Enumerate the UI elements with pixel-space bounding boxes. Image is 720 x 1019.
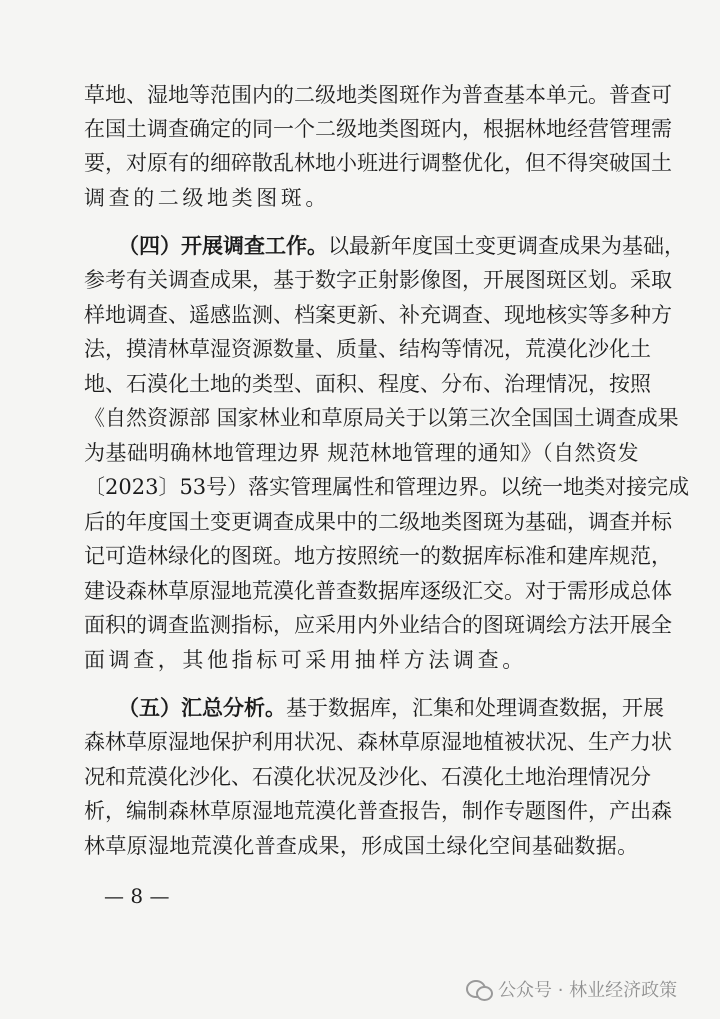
paragraph-line	[84, 262, 672, 298]
paragraph-line	[84, 828, 644, 864]
line-text: 森林草原湿地保护利用状况、森林草原湿地植被状况、生产力状	[84, 730, 672, 754]
paragraph-line	[84, 504, 672, 540]
paragraph-line	[84, 366, 651, 402]
paragraph-line	[84, 111, 672, 147]
line-text: 调查的二级地类图斑。	[84, 186, 330, 210]
paragraph-line	[84, 180, 644, 216]
line-text: 草地、湿地等范围内的二级地类图斑作为普查基本单元。普查可	[84, 83, 672, 107]
paragraph-line	[118, 690, 664, 726]
line-text: 后的年度国土变更调查成果中的二级地类图斑为基础，调查并标	[84, 510, 672, 534]
line-text: 《自然资源部 国家林业和草原局关于以第三次全国国土调查成果	[84, 406, 679, 430]
section-heading: （五）汇总分析。	[118, 695, 286, 720]
page-number: — 8 —	[104, 884, 170, 908]
paragraph-line	[84, 400, 679, 436]
line-text: 〔2023〕53号）落实管理属性和管理边界。以统一地类对接完成	[84, 475, 690, 499]
line-text: 况和荒漠化沙化、石漠化状况及沙化、石漠化土地治理情况分	[84, 765, 651, 789]
line-text: 要，对原有的细碎散乱林地小班进行调整优化，但不得突破国土	[84, 151, 672, 175]
paragraph-line	[84, 759, 651, 795]
paragraph-line	[84, 538, 672, 574]
paragraph-line	[84, 331, 651, 367]
line-text: 析，编制森林草原湿地荒漠化普查报告，制作专题图件，产出森	[84, 799, 672, 823]
paragraph-line	[84, 793, 672, 829]
line-text: 基于数据库，汇集和处理调查数据，开展	[286, 696, 664, 720]
line-text: 以最新年度国土变更调查成果为基础，	[328, 234, 685, 258]
watermark-text: 公众号 · 林业经济政策	[498, 980, 678, 1001]
paragraph-line	[84, 469, 690, 505]
paragraph-line	[84, 145, 672, 181]
line-text: 地、石漠化土地的类型、面积、程度、分布、治理情况，按照	[84, 372, 651, 396]
line-text: 为基础明确林地管理边界 规范林地管理的通知》（自然资发	[84, 441, 639, 465]
paragraph-line	[84, 297, 672, 333]
paragraph-line	[84, 724, 672, 760]
section-heading: （四）开展调查工作。	[118, 233, 328, 258]
paragraph-line	[84, 642, 644, 678]
line-text: 建设森林草原湿地荒漠化普查数据库逐级汇交。对于需形成总体	[84, 579, 672, 603]
line-text: 法，摸清林草湿资源数量、质量、结构等情况，荒漠化沙化土	[84, 337, 651, 361]
line-text: 林草原湿地荒漠化普查成果，形成国土绿化空间基础数据。	[84, 834, 639, 858]
paragraph-line	[84, 573, 672, 609]
line-text: 面积的调查监测指标，应采用内外业结合的图斑调绘方法开展全	[84, 613, 672, 637]
paragraph-line	[84, 435, 644, 471]
line-text: 面调查，其他指标可采用抽样方法调查。	[84, 648, 527, 672]
line-text: 样地调查、遥感监测、档案更新、补充调查、现地核实等多种方	[84, 303, 672, 327]
paragraph-line	[118, 228, 685, 264]
line-text: 在国土调查确定的同一个二级地类图斑内，根据林地经营管理需	[84, 117, 672, 141]
paragraph-line	[84, 77, 672, 113]
paragraph-line	[84, 607, 672, 643]
line-text: 参考有关调查成果，基于数字正射影像图，开展图斑区划。采取	[84, 268, 672, 292]
watermark	[466, 972, 677, 1006]
line-text: 记可造林绿化的图斑。地方按照统一的数据库标准和建库规范，	[84, 544, 672, 568]
wechat-icon	[466, 978, 492, 1000]
